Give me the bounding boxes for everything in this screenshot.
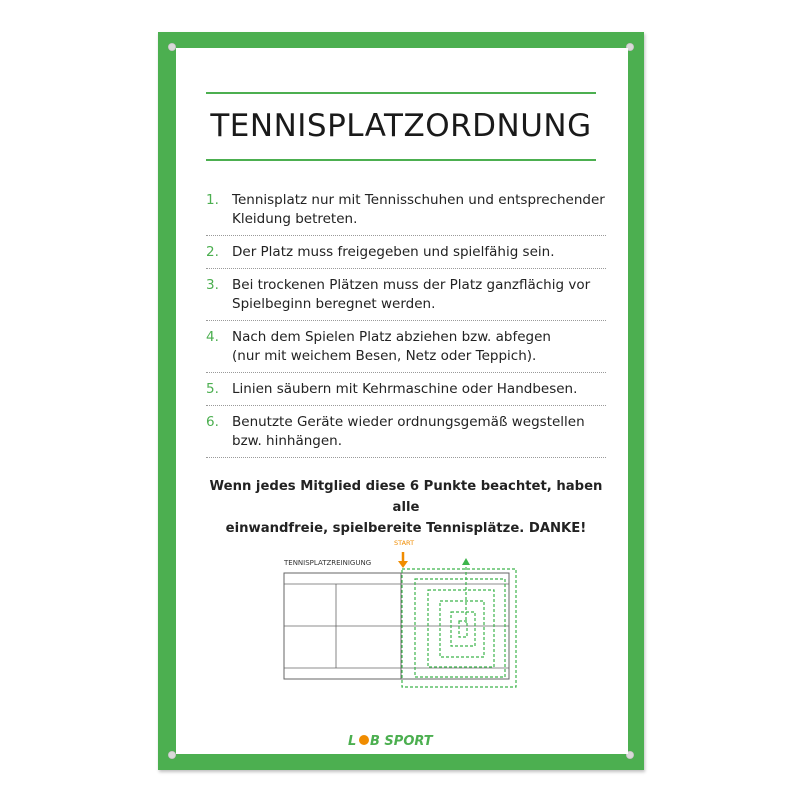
rule-text: Bei trockenen Plätzen muss der Platz ganzflächig vor Spielbeginn beregnet werden. bbox=[232, 277, 591, 312]
rule-text: Der Platz muss freigegeben und spielfähig sein. bbox=[232, 244, 555, 260]
court-diagram-graphic bbox=[176, 523, 628, 693]
page-title: TENNISPLATZORDNUNG bbox=[210, 108, 592, 144]
diagram-title: TENNISPLATZREINIGUNG bbox=[284, 559, 372, 567]
rule-number: 1. bbox=[206, 192, 219, 208]
svg-text:L: L bbox=[348, 734, 357, 749]
sign-panel bbox=[176, 48, 628, 754]
rule-text: Nach dem Spielen Platz abziehen bzw. abfegen (nur mit weichem Besen, Netz oder Teppich). bbox=[232, 329, 551, 364]
svg-text:B SPORT: B SPORT bbox=[370, 734, 433, 749]
rule-number: 2. bbox=[206, 244, 219, 260]
mounting-hole-icon bbox=[168, 43, 176, 51]
start-label: START bbox=[394, 539, 415, 547]
rule-number: 5. bbox=[206, 381, 219, 397]
rule-text: Linien säubern mit Kehrmaschine oder Handbesen. bbox=[232, 381, 578, 397]
rule-text: Tennisplatz nur mit Tennisschuhen und entsprechender Kleidung betreten. bbox=[232, 192, 605, 227]
rule-item bbox=[206, 184, 606, 236]
rule-number: 6. bbox=[206, 414, 219, 430]
mounting-hole-icon bbox=[168, 751, 176, 759]
rule-item bbox=[206, 269, 606, 321]
rule-item bbox=[206, 321, 606, 373]
rule-number: 3. bbox=[206, 277, 219, 293]
rule-item bbox=[206, 406, 606, 458]
court-cleaning-diagram bbox=[176, 523, 628, 693]
rule-number: 4. bbox=[206, 329, 219, 345]
brand-logo bbox=[348, 730, 458, 750]
rule-item bbox=[206, 236, 606, 269]
rule-text: Benutzte Geräte wieder ordnungsgemäß wegstellen bzw. hinhängen. bbox=[232, 414, 585, 449]
rule-item bbox=[206, 373, 606, 406]
title-divider-bottom bbox=[206, 159, 596, 161]
rules-list bbox=[206, 184, 606, 458]
title-divider-top bbox=[206, 92, 596, 94]
closing-statement: Wenn jedes Mitglied diese 6 Punkte beachtet, haben alle einwandfreie, spielbereite Tennisplätze. DANKE! bbox=[209, 479, 603, 536]
lob-sport-logo-icon bbox=[348, 730, 458, 750]
sign-frame bbox=[158, 32, 644, 770]
